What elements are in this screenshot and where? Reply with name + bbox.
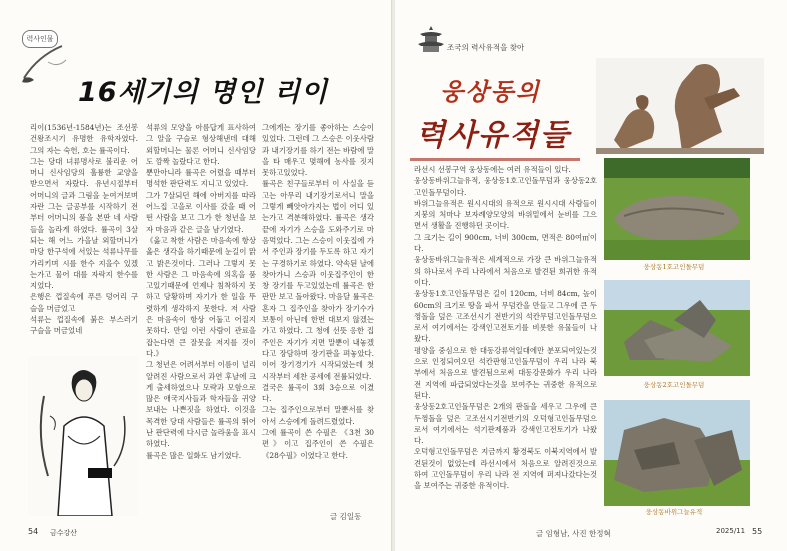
section-header: 조국의 력사유적을 찾아 [447,43,525,52]
left-page-number: 54 [28,527,39,536]
pagoda-icon [416,24,446,54]
caption-dolmen-1: 웅상동1호고인돌무덤 [643,263,705,271]
article-title-line2: 력사유적들 [416,118,571,153]
article-title-line1: 웅상동의 [440,78,541,106]
right-byline: 글 임형남, 사진 한정혁 [536,529,611,538]
left-byline: 글 김일동 [330,512,362,521]
caption-rock-shelter: 웅상동바위그늘유적 [645,508,703,516]
portrait-illustration [28,356,138,516]
photo-dolmen-2 [604,280,750,376]
left-column-3: 그에게는 장기를 좋아하는 스승이 있었다. 그런데 그 스승은 이웃사람과 내기장기를 하기 전는 바람에 말을 타 매우고 몇해에 농사를 짓지 못하고있었다. 률곡은 친구들로부터 이 사실을 듣고는 아무리 내기장기로서니 말을 그렇게 빼앗아가지는 법이 어디 있는가고 격분해하였다. 률곡은 생각끝에 자기가 스승을 도와주기로 마음먹었다. 그는 스승이 이웃집에 가서 주인과 장기를 두도록 하고 자기는 구경하기로 하였다. 약속된 날에 찾아가니 스승과 이웃집주인이 한창 장기를 두고있었는데 률곡은 한판만 보고 돌아왔다. 마음달 률곡은 혼자 그 집주인을 찾아가 장기수가 보통이 아닌데 한번 대보지 않겠는가고 하였다. 그 청에 선뜻 응한 집주인은 자기가 지면 말뿐이 내놓겠다고 장담하며 장기판을 펴놓았다. 이어 장기경기가 시작되였는데 첫시작부터 세찬 공세에 전률되었다. 결국은 률곡이 3회 3승으로 이겼다. 그는 집주인으로부터 말뿐서를 찾아서 스승에게 돌려드렸었다. 그에 률곡이 쓴 수필은 《3천 30편》이고 집주인이 쓴 수필은 《28수필》이였다고 한다. [262,123,374,460]
photo-dolmen-1 [604,158,750,260]
article-title: 16세기의 명인 리이 [78,77,328,108]
left-column-1: 리이(1536년-1584년)는 조선봉건왕조시기 유명한 유학자였다. 그의 자는 숙헌, 호는 률곡이다. 그는 당대 녀류명사로 불리운 어머니 신사임당의 훌륭한 교양을 받으면서 자랐다. 유년시절부터 어머니의 글과 그림을 눈여겨보며 자란 그는 글공부를 시작하기 전부터 어머니의 품을 본딴 네 사람들을 놀라게 하였다. 률곡이 3살되는 해 어느 가을날 외할머니가 마당 한구석에 서있는 석류나무를 가리키며 시를 한수 지을수 있겠는가고 물어 대를 자락지 한수를 지었다. 은행은 껍질속에 푸른 덩어리 구슬을 머금었고 석류는 껍질속에 붉은 부스러기 구슬을 머금었네 [30,123,138,336]
title-brush-underline [410,158,580,161]
statue-photo [596,58,764,154]
magazine-name: 금수강산 [50,529,78,537]
left-column-2: 석류의 모양을 아름답게 표사하여 그 알을 구슬로 형상해낸데 대해 외할머니는 물론 어머니 신사임당도 깜짝 놀랐다고 한다. 뿐만아니라 률곡은 어렸을 때부터 명석한 판단력도 지니고 있었다. 그가 7살되던 해에 아버지를 따라 어느집 고을로 이사를 갔을 때 어떤 사람을 보고 그가 한 청년을 보자 마음과 같은 글을 남기였다. 《옳고 착한 사람은 마음속에 항상 옳은 생각을 하기때문에 눈길이 맑고 밝은것이다. 그러나 그렇지 못한 사람은 그 마음속에 의혹을 품고있기때문에 언제나 침착하지 못하고 당황하며 자기가 한 일을 뚜렷하게 생각하지 못한다. 저 사람은 마음속이 항상 어둡고 어질지 못하다. 만일 이런 사람이 관료을 잡는다면 큰 잘못을 저지를 것이다.》 그 청년은 어려서부터 이름이 널리 알려진 사람으로서 과연 후날에 크게 출세하였으나 모략과 모함으로 많은 애국지사들과 학자들을 귀양보내는 나쁜짓을 하였다. 이것을 목격한 당대 사람들은 률곡의 뛰어난 판단력에 다시금 놀라움을 표시하였다. 률곡은 많은 일화도 남기였다. [146,123,256,460]
photo-rock-shelter [604,400,750,506]
left-page [0,0,392,551]
caption-dolmen-2: 웅상동2호고인돌무덤 [643,381,705,389]
right-page-number: 55 [752,527,763,536]
right-body-text: 라선시 선봉구역 웅상동에는 여러 유적들이 있다. 웅상동바위그늘유적, 웅상동1호고인돌무덤과 웅상동2호고인돌무덤이다. 바위그늘유적은 원시시대의 유적으로 원시시대 사람들이 지붕의 처마나 보자례양모양의 바위밑에서 눈비를 그으면서 생활을 진행하던 곳이다. 그 크기는 길이 900cm, 너비 300cm, 면적은 80여㎡이다. 웅상동바위그늘유적은 세계적으로 가장 큰 바위그늘유적의 하나로서 우리 나라에서 처음으로 발견된 희귀한 유적이다. 웅상동1호고인돌무덤은 길이 120cm, 너비 84cm, 높이 60cm의 크기로 땅을 파서 무덤칸을 만들고 그우에 큰 두껑돌을 덮은 고조선시기 전반기의 석칸무덤고인돌무덤으로서 여기에서는 강색인고전토기를 비롯한 유물들이 나왔다. 평양을 중심으로 한 대동강류역일대에만 분포되여있는것으로 인정되여오던 석칸판형고인돌무덤이 우리 나라 북부에서 처음으로 발견됨으로써 대동강문화가 우리 나라 전 지역에 파급되였다는것을 보여주는 귀중한 유적으로 된다. 웅상동2호고인돌무덤은 2개의 판돌을 세우고 그우에 큰 두껑돌을 덮은 고조선시기전반기의 오덕형고인돌무덤으로서 여기에서는 석기판제품과 강색인고전토기가 나왔다. 오덕형고인돌무덤은 지금까지 황경북도 이북지역에서 발견된것이 없었는데 라선시에서 처음으로 알려진것으로 하여 고인돌무덤이 우리 나라 전 지역에 퍼져나갔다는것을 보여주는 귀중한 유적이다. [414,165,597,491]
issue-date: 2025/11 [716,527,746,535]
section-badge: 력사인물 [22,30,58,48]
